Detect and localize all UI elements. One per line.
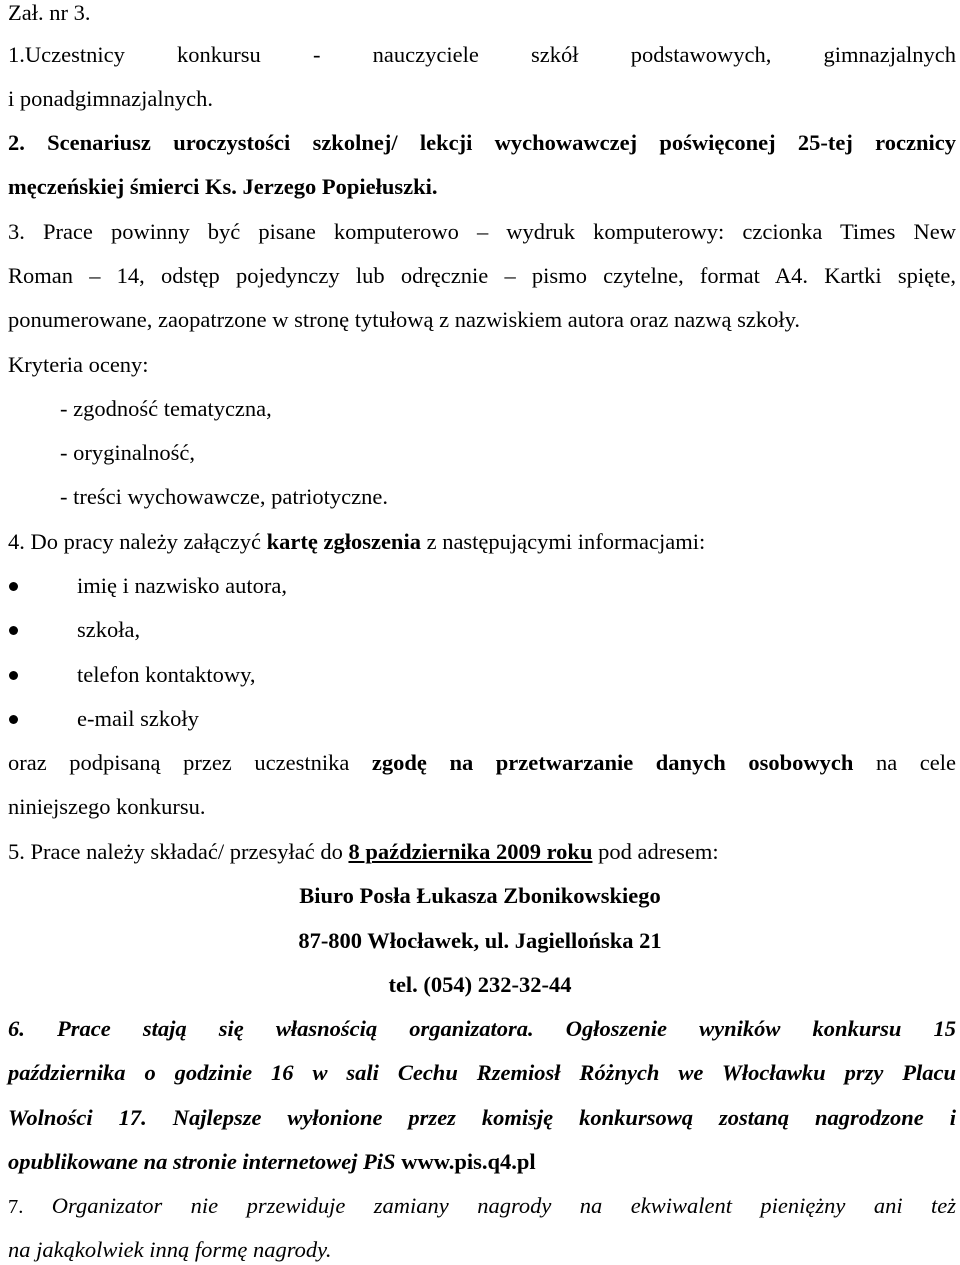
section-7-number: 7. bbox=[8, 1196, 24, 1218]
section-7-text: Organizator nie przewiduje zamiany nagrody na ekwiwalent pieniężny ani też bbox=[23, 1193, 956, 1218]
bullet-icon bbox=[9, 582, 18, 591]
section-6-line-4 bbox=[8, 1147, 956, 1177]
section-4-outro-line-1 bbox=[8, 748, 956, 778]
info-item: e-mail szkoły bbox=[77, 706, 199, 731]
section-6-line-1: 6. Prace stają się własnością organizatora. Ogłoszenie wyników konkursu 15 bbox=[8, 1016, 956, 1041]
bullet-icon bbox=[9, 671, 18, 680]
info-item: telefon kontaktowy, bbox=[77, 662, 256, 687]
section-1-line-1: 1.Uczestnicy konkursu - nauczyciele szkół podstawowych, gimnazjalnych bbox=[8, 42, 956, 67]
section-4-outro-text-end: na cele bbox=[853, 750, 956, 775]
criteria-label: Kryteria oceny: bbox=[8, 352, 149, 377]
section-5-text-end: pod adresem: bbox=[592, 839, 719, 864]
criteria-item: - zgodność tematyczna, bbox=[60, 396, 272, 421]
section-4-intro bbox=[8, 527, 956, 557]
section-2-line-1: 2. Scenariusz uroczystości szkolnej/ lekcji wychowawczej poświęconej 25-tej rocznicy bbox=[8, 130, 956, 155]
section-5-text: 5. Prace należy składać/ przesyłać do bbox=[8, 839, 349, 864]
section-2-line-2: męczeńskiej śmierci Ks. Jerzego Popiełuszki. bbox=[8, 174, 438, 199]
submission-deadline: 8 października 2009 roku bbox=[348, 839, 593, 864]
application-card-term: kartę zgłoszenia bbox=[266, 529, 421, 554]
bullet-icon bbox=[9, 626, 18, 635]
section-4-outro-line-2: niniejszego konkursu. bbox=[8, 794, 206, 819]
section-6-text: opublikowane na stronie internetowej PiS bbox=[8, 1149, 402, 1174]
criteria-item: - treści wychowawcze, patriotyczne. bbox=[60, 484, 388, 509]
bullet-icon bbox=[9, 715, 18, 724]
data-processing-consent-term: zgodę na przetwarzanie danych osobowych bbox=[371, 750, 854, 775]
section-3-line-3: ponumerowane, zaopatrzone w stronę tytułową z nazwiskiem autora oraz nazwą szkoły. bbox=[8, 307, 800, 332]
pis-website-link[interactable]: www.pis.q4.pl bbox=[401, 1149, 536, 1174]
info-item: imię i nazwisko autora, bbox=[77, 573, 287, 598]
section-4-intro-text-end: z następującymi informacjami: bbox=[420, 529, 706, 554]
section-4-intro-text: 4. Do pracy należy załączyć bbox=[8, 529, 267, 554]
criteria-item: - oryginalność, bbox=[60, 440, 195, 465]
section-6-line-2: października o godzinie 16 w sali Cechu Rzemiosł Różnych we Włocławku przy Placu bbox=[8, 1060, 956, 1085]
address-street: 87-800 Włocławek, ul. Jagiellońska 21 bbox=[298, 928, 662, 953]
section-7-line-2: na jakąkolwiek inną formę nagrody. bbox=[8, 1237, 332, 1262]
attachment-header: Zał. nr 3. bbox=[8, 0, 91, 25]
section-3-line-2: Roman – 14, odstęp pojedynczy lub odręcznie – pismo czytelne, format A4. Kartki spięte, bbox=[8, 263, 956, 288]
section-1-line-2: i ponadgimnazjalnych. bbox=[8, 86, 213, 111]
address-phone: tel. (054) 232-32-44 bbox=[388, 972, 572, 997]
info-item: szkoła, bbox=[77, 617, 141, 642]
section-7-line-1 bbox=[8, 1191, 956, 1221]
address-office: Biuro Posła Łukasza Zbonikowskiego bbox=[299, 883, 661, 908]
section-3-line-1: 3. Prace powinny być pisane komputerowo – wydruk komputerowy: czcionka Times New bbox=[8, 219, 956, 244]
section-4-outro-text: oraz podpisaną przez uczestnika bbox=[8, 750, 372, 775]
section-5-line bbox=[8, 837, 956, 867]
section-6-line-3: Wolności 17. Najlepsze wyłonione przez komisję konkursową zostaną nagrodzone i bbox=[8, 1105, 956, 1130]
